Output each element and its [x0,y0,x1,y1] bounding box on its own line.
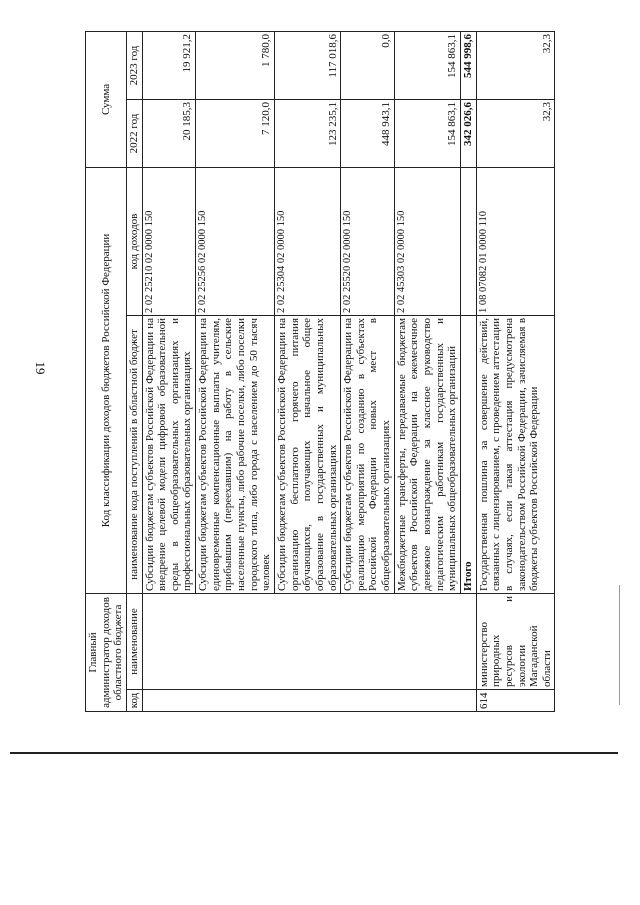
row-value-2023: 154 863,1 [394,31,460,99]
row-value-2022: 154 863,1 [394,99,460,167]
row-description: Межбюджетные трансферты, передаваемые бюджетам субъектов Российской Федерации на ежемесячное денежное вознаграждение за классное руководство педагогическим работникам государственных и муниципальных общеобразовательных организаций [394,315,460,593]
page-number: 19 [33,361,48,375]
ministry-name: министерство природных ресурсов и экологии Магаданской области [476,593,555,689]
header-year-2023: 2023 год [126,31,142,99]
row-code: 2 02 25256 02 0000 150 [196,167,275,315]
row-value-2022: 20 185,3 [142,99,196,167]
header-code: код [126,690,142,712]
scan-edge-line [619,585,620,705]
header-name: наименование [126,593,142,689]
row-value-2023: 0,0 [341,31,395,99]
budget-table [85,31,555,712]
header-main-admin: Главный администратор доходов областного бюджета [86,593,127,711]
header-income-name: наименование кода поступлений в областной бюджет [126,315,142,593]
header-classification: Код классификации доходов бюджетов Российской Федерации [86,167,127,593]
header-year-2022: 2022 год [126,99,142,167]
row-value-2022: 448 943,1 [341,99,395,167]
row-code: 2 02 25520 02 0000 150 [341,167,395,315]
table-row [476,31,555,711]
admin-name-cell-empty [142,593,476,689]
row-value-2022: 7 120,0 [196,99,275,167]
budget-table-rotated [85,32,637,712]
row-description: Государственная пошлина за совершение действий, связанных с лицензированием, с проведением аттестации в случаях, если такая аттестация предусмотрена законодательством Российской Федерации, зачисляемая в бюджеты субъектов Российской Федерации [476,315,555,593]
header-sum: Сумма [86,31,127,167]
row-description: Субсидии бюджетам субъектов Российской Федерации на единовременные компенсационные выплаты учителям, прибывшим (переехавшим) на работу в сельские населенные пункты, либо рабочие поселки, либо поселки городского типа, либо города с населением до 50 тысяч человек [196,315,275,593]
horizontal-rule [10,752,618,754]
row-value-2023: 32,3 [476,31,555,99]
row-value-2023: 117 018,6 [274,31,340,99]
row-value-2023: 19 921,2 [142,31,196,99]
row-value-2022: 123 235,1 [274,99,340,167]
row-description: Субсидии бюджетам субъектов Российской Федерации на реализацию мероприятий по созданию в субъектах Российской Федерации новых мест в общеобразовательных организациях [341,315,395,593]
total-value-2023: 544 998,6 [460,31,476,99]
total-code-empty [460,167,476,315]
admin-code-cell-empty [142,690,476,712]
total-value-2022: 342 026,6 [460,99,476,167]
row-code: 2 02 45303 02 0000 150 [394,167,460,315]
row-value-2022: 32,3 [476,99,555,167]
row-value-2023: 1 780,0 [196,31,275,99]
row-code: 2 02 25210 02 0000 150 [142,167,196,315]
row-code: 1 08 07082 01 0000 110 [476,167,555,315]
ministry-code: 614 [476,690,555,712]
header-income-code: код доходов [126,167,142,315]
total-label: Итого [460,315,476,593]
row-code: 2 02 25304 02 0000 150 [274,167,340,315]
row-description: Субсидии бюджетам субъектов Российской Федерации на внедрение целевой модели цифровой образовательной среды в общеобразовательных организациях и профессиональных образовательных организациях [142,315,196,593]
table-row [142,31,196,711]
row-description: Субсидии бюджетам субъектов Российской Федерации на организацию бесплатного горячего питания обучающихся, получающих начальное общее образование в государственных и муниципальных образовательных организациях [274,315,340,593]
